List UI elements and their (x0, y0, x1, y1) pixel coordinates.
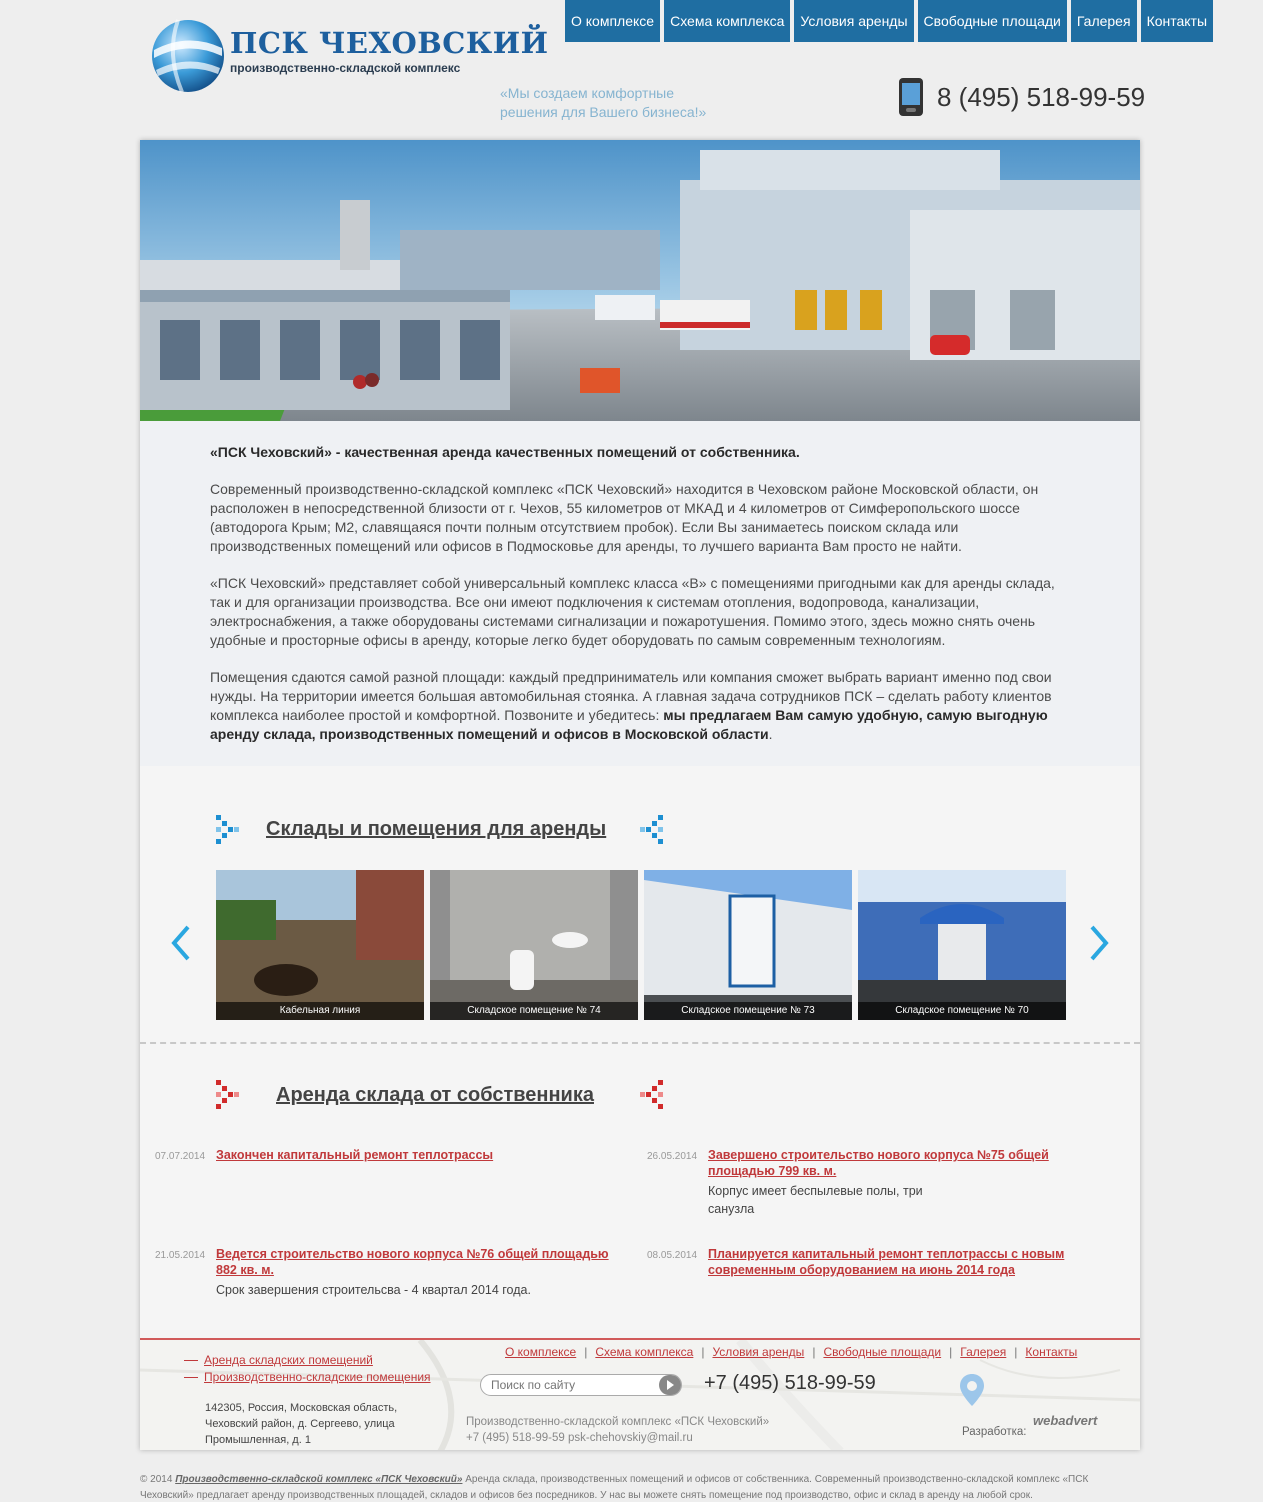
developer-logo[interactable]: webadvert (1033, 1413, 1098, 1428)
logo-subtitle: производственно-складской комплекс (230, 61, 461, 75)
news-item-title[interactable]: Планируется капитальный ремонт теплотрассы с новым современным оборудованием на июнь 2014 года (708, 1247, 1065, 1277)
warehouse-canopy-photo (858, 870, 1066, 1020)
news-date: 07.07.2014 (155, 1151, 206, 1162)
globe-logo-icon (148, 14, 228, 94)
gallery-card-warehouse-74[interactable] (430, 870, 638, 1020)
search-input[interactable] (480, 1374, 682, 1396)
intro-section (140, 421, 1140, 766)
pixel-arrow-left-icon (640, 815, 664, 847)
section-divider (140, 1042, 1140, 1044)
gallery-card-caption: Складское помещение № 74 (430, 1002, 638, 1020)
pixel-arrow-left-red-icon (640, 1080, 664, 1112)
nav-item-scheme[interactable]: Схема комплекса (664, 0, 790, 42)
carousel-next-icon[interactable] (1086, 923, 1110, 963)
search-button[interactable] (659, 1375, 681, 1395)
footer-nav-terms[interactable]: Условия аренды (712, 1345, 805, 1359)
footer-nav: О комплексе | Схема комплекса | Условия аренды | Свободные площади | Галерея | Контакты (505, 1345, 1078, 1359)
news-item-text: Срок завершения строительсва - 4 квартал 2014 года. (216, 1283, 531, 1297)
news-date: 21.05.2014 (155, 1250, 206, 1261)
warehouse-gate-photo (644, 870, 852, 1020)
footer-company: Производственно-складской комплекс «ПСК Чеховский» +7 (495) 518-99-59 psk-chehovskiy@mail.ru (466, 1416, 770, 1444)
nav-item-free-space[interactable]: Свободные площади (918, 0, 1067, 42)
logo-title: ПСК ЧЕХОВСКИЙ (230, 26, 549, 60)
footer (140, 1338, 1140, 1450)
main-nav (565, 0, 1213, 42)
footer-nav-about[interactable]: О комплексе (505, 1345, 577, 1359)
map-pin-icon (960, 1374, 984, 1406)
warehouse-complex-photo (140, 140, 1140, 421)
header-phone[interactable]: 8 (495) 518-99-59 (937, 82, 1146, 112)
nav-item-gallery[interactable]: Галерея (1071, 0, 1137, 42)
news-item-title[interactable]: Ведется строительство нового корпуса №76 общей площадью 882 кв. м. (216, 1247, 609, 1277)
news-date: 08.05.2014 (647, 1250, 698, 1261)
footer-nav-gallery[interactable]: Галерея (960, 1345, 1007, 1359)
gallery-card-caption: Кабельная линия (216, 1002, 424, 1020)
intro-paragraph-2: «ПСК Чеховский» представляет собой универсальный комплекс класса «В» с помещениями пригодными как для аренды склада, так и для организации производства. Все они имеют подключения к системам отопления, водопровода, канализации, электроснабжения, а также оборудованы системами сигнализации и пожаротушения. Помимо этого, здесь можно снять очень удобные и просторные офисы в аренду, которые легко будет оборудовать по самым современным технологиям. (210, 575, 1055, 648)
news-item-title[interactable]: Завершено строительство нового корпуса №75 общей площадью 799 кв. м. (708, 1148, 1049, 1178)
gallery-card-caption: Складское помещение № 70 (858, 1002, 1066, 1020)
footer-nav-free-space[interactable]: Свободные площади (823, 1345, 942, 1359)
nav-item-terms[interactable]: Условия аренды (794, 0, 913, 42)
footer-link-warehouse-rent[interactable]: Аренда складских помещений (184, 1353, 373, 1367)
main-panel (140, 140, 1140, 1450)
carousel-prev-icon[interactable] (170, 923, 194, 963)
nav-item-contacts[interactable]: Контакты (1141, 0, 1213, 42)
footer-link-production-premises[interactable]: Производственно-складские помещения (184, 1370, 431, 1384)
intro-heading: «ПСК Чеховский» - качественная аренда качественных помещений от собственника. (210, 444, 800, 460)
news-item-title[interactable]: Закончен капитальный ремонт теплотрассы (216, 1148, 494, 1162)
footer-nav-contacts[interactable]: Контакты (1025, 1345, 1078, 1359)
nav-item-about[interactable]: О комплексе (565, 0, 660, 42)
cable-line-photo (216, 870, 424, 1020)
copyright-link[interactable]: Производственно-складской комплекс «ПСК Чеховский» (175, 1474, 463, 1485)
gallery-card-caption: Складское помещение № 73 (644, 1002, 852, 1020)
news-date: 26.05.2014 (647, 1151, 698, 1162)
footer-phone[interactable]: +7 (495) 518-99-59 (704, 1372, 876, 1394)
intro-paragraph-3: Помещения сдаются самой разной площади: каждый предприниматель или компания сможет выбрать вариант именно под свои нужды. На территории имеется большая автомобильная стоянка. А главная задача сотрудников ПСК – сделать работу клиентов комплекса наиболее простой и комфортной. Позвоните и убедитесь: мы предлагаем Вам самую удобную, самую выгодную аренду склада, производственных помещений и офисов в Московской области. (210, 669, 1052, 742)
news-title[interactable]: Аренда склада от собственника (276, 1084, 594, 1106)
footer-nav-scheme[interactable]: Схема комплекса (595, 1345, 694, 1359)
gallery-title[interactable]: Склады и помещения для аренды (266, 818, 607, 840)
gallery-card-warehouse-73[interactable] (644, 870, 852, 1020)
footer-address: 142305, Россия, Московская область, Чеховский район, д. Сергеево, улица Промышленная, д. 1 (205, 1402, 398, 1446)
gallery-card-cable[interactable] (216, 870, 424, 1020)
footer-contacts[interactable]: +7 (495) 518-99-59 psk-chehovskiy@mail.ru (466, 1432, 693, 1444)
phone-icon (898, 77, 924, 117)
developer-label: Разработка: (962, 1426, 1027, 1438)
news-item-text: Корпус имеет беспылевые полы, три санузла (708, 1184, 923, 1216)
copyright: © 2014 Производственно-складской комплекс «ПСК Чеховский» Аренда склада, производственных помещений и офисов от собственника. Современный производственно-складской комплекс «ПСК Чеховский» предлагает аренду производственных площадей, складов и офисов без посредников. У нас вы можете снять помещение под производство, офис и склад в аренду на любой срок. (140, 1474, 1089, 1501)
pixel-arrow-right-red-icon (216, 1080, 240, 1112)
play-arrow-icon (659, 1375, 681, 1395)
slogan: «Мы создаем комфортные решения для Вашего бизнеса!» (500, 85, 707, 120)
intro-paragraph-1: Современный производственно-складской комплекс «ПСК Чеховский» находится в Чеховском районе Московской области, он расположен в непосредственной близости от г. Чехов, 55 километров от МКАД и 4 километров от Симферопольского шоссе (автодорога Крым; М2, славящаяся почти полным отсутствием пробок). Если Вы занимаетесь поиском склада или производственных помещений или офисов в Подмосковье для аренды, то лучшего варианта Вам просто не найти. (210, 481, 1039, 554)
logo[interactable] (148, 14, 549, 96)
bathroom-photo (430, 870, 638, 1020)
gallery-card-warehouse-70[interactable] (858, 870, 1066, 1020)
pixel-arrow-right-icon (216, 815, 240, 847)
hero-banner (140, 140, 1140, 421)
